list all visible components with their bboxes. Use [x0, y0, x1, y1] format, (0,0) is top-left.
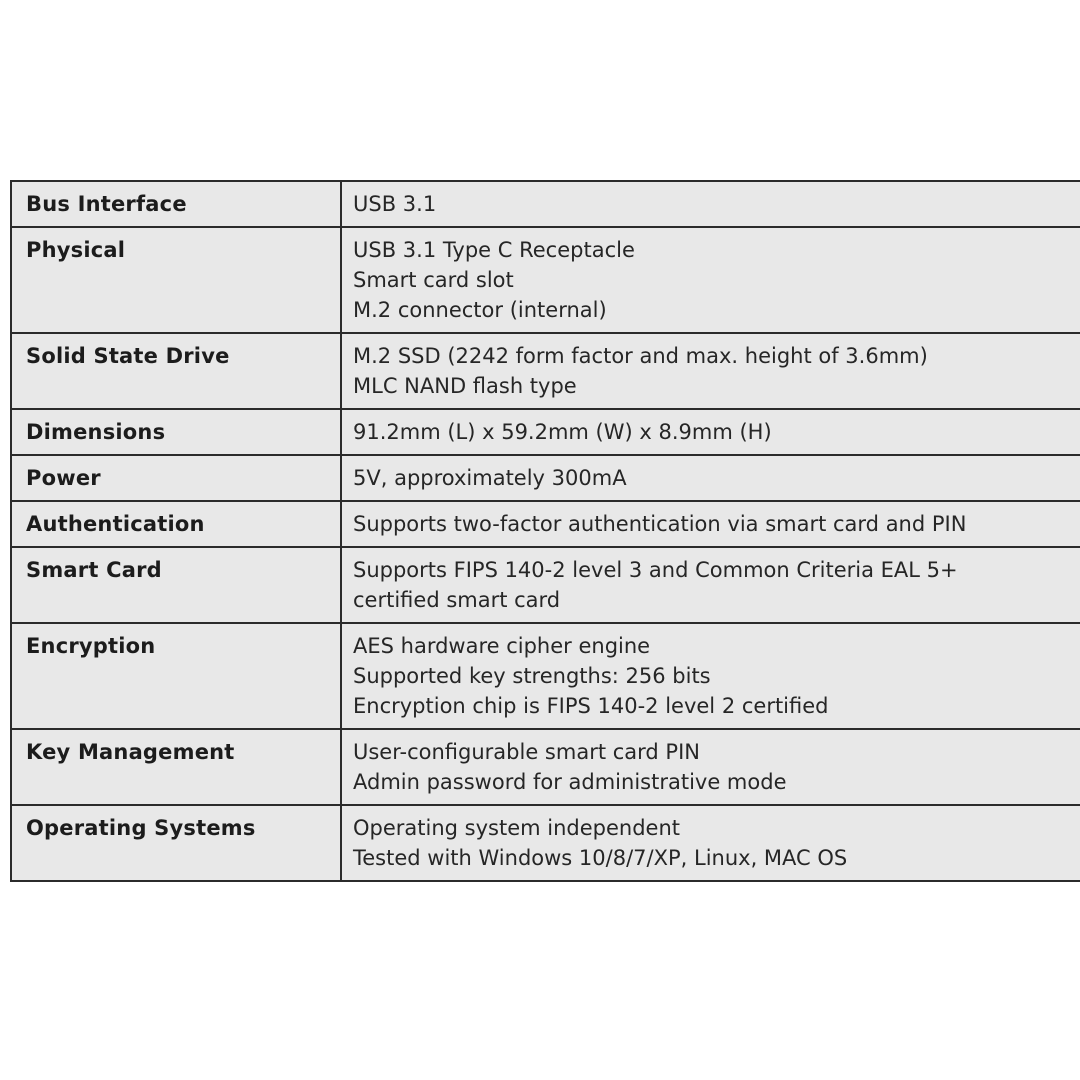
spec-value-line: MLC NAND flash type [353, 374, 577, 398]
spec-value-line: M.2 connector (internal) [353, 298, 607, 322]
table-row-operating-systems [11, 805, 1080, 881]
spec-value [341, 227, 1080, 333]
table-row-key-management [11, 729, 1080, 805]
spec-value-line: Operating system independent [353, 816, 681, 840]
spec-value [341, 181, 1080, 227]
table-row-encryption [11, 623, 1080, 729]
spec-value-line: Supported key strengths: 256 bits [353, 664, 711, 688]
spec-value-line: certified smart card [353, 588, 561, 612]
spec-value [341, 805, 1080, 881]
spec-label: Solid State Drive [11, 333, 341, 409]
table-row-power [11, 455, 1080, 501]
spec-value-line: Smart card slot [353, 268, 514, 292]
spec-value [341, 455, 1080, 501]
spec-value-line: M.2 SSD (2242 form factor and max. height of 3.6mm) [353, 344, 928, 368]
spec-value [341, 729, 1080, 805]
spec-value-line: USB 3.1 Type C Receptacle [353, 238, 635, 262]
spec-value-line: 5V, approximately 300mA [353, 466, 627, 490]
spec-value-line: Encryption chip is FIPS 140-2 level 2 certified [353, 694, 829, 718]
table-row-solid-state-drive [11, 333, 1080, 409]
spec-label: Bus Interface [11, 181, 341, 227]
spec-label: Encryption [11, 623, 341, 729]
spec-table-container [10, 180, 1080, 882]
spec-value [341, 333, 1080, 409]
table-row-smart-card [11, 547, 1080, 623]
spec-value-line: 91.2mm (L) x 59.2mm (W) x 8.9mm (H) [353, 420, 772, 444]
spec-value [341, 409, 1080, 455]
spec-value [341, 501, 1080, 547]
spec-value-line: User-configurable smart card PIN [353, 740, 700, 764]
spec-label: Power [11, 455, 341, 501]
table-row-physical [11, 227, 1080, 333]
spec-value-line: Supports two-factor authentication via smart card and PIN [353, 512, 967, 536]
table-row-authentication [11, 501, 1080, 547]
table-row-dimensions [11, 409, 1080, 455]
spec-value-line: Tested with Windows 10/8/7/XP, Linux, MAC OS [353, 846, 848, 870]
specifications-table [10, 180, 1080, 882]
spec-label: Smart Card [11, 547, 341, 623]
spec-value-line: Admin password for administrative mode [353, 770, 787, 794]
spec-value-line: Supports FIPS 140-2 level 3 and Common Criteria EAL 5+ [353, 558, 958, 582]
spec-value-line: AES hardware cipher engine [353, 634, 651, 658]
spec-label: Dimensions [11, 409, 341, 455]
spec-label: Operating Systems [11, 805, 341, 881]
spec-label: Authentication [11, 501, 341, 547]
spec-value [341, 547, 1080, 623]
spec-label: Key Management [11, 729, 341, 805]
spec-value [341, 623, 1080, 729]
spec-label: Physical [11, 227, 341, 333]
spec-value-line: USB 3.1 [353, 192, 437, 216]
table-row-bus-interface [11, 181, 1080, 227]
